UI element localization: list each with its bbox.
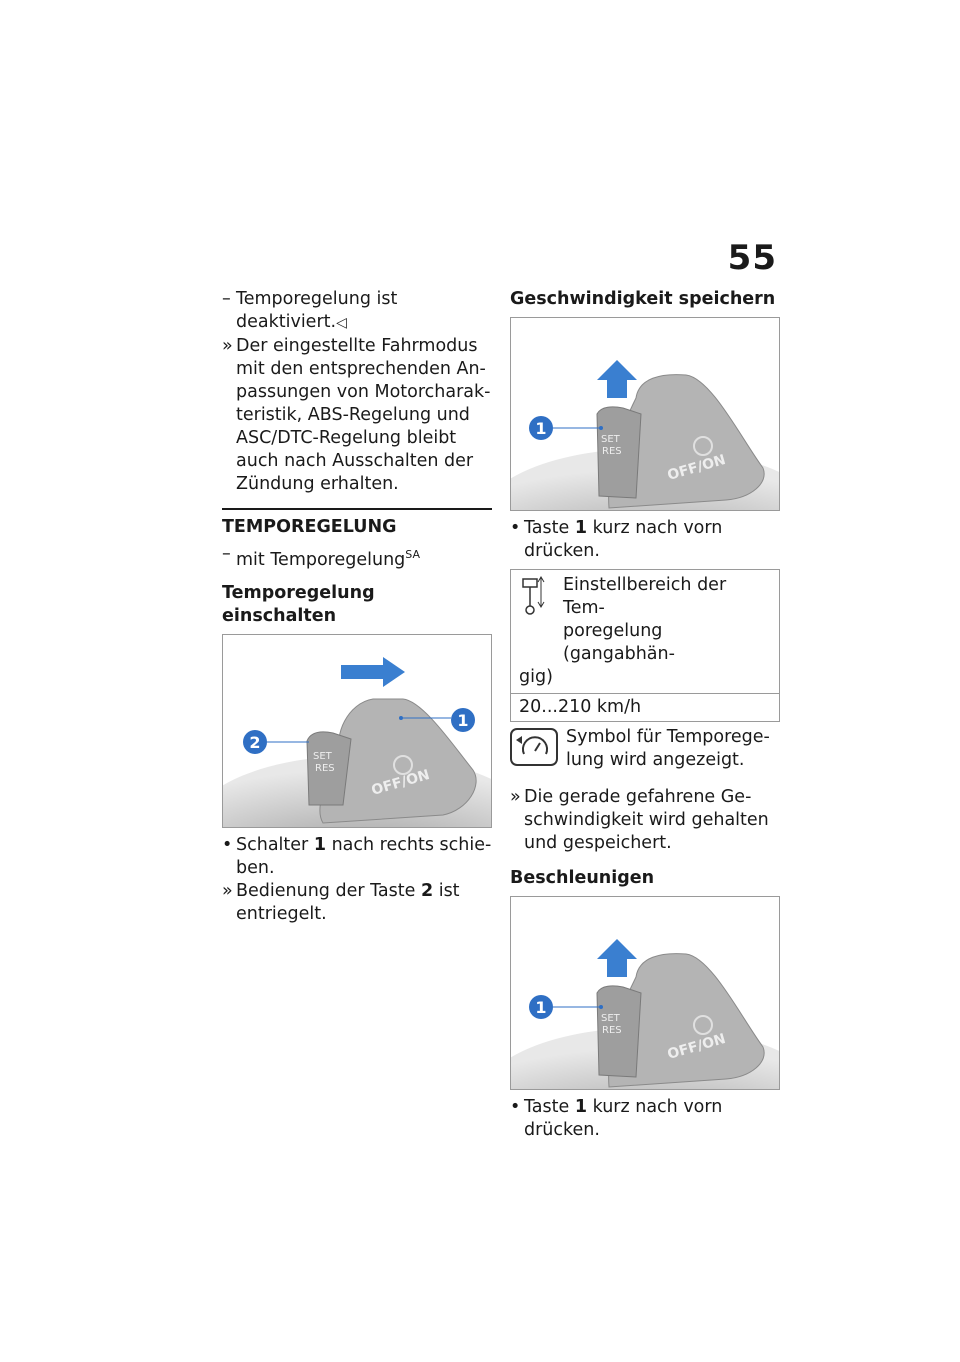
bullet-dot: •: [510, 518, 521, 538]
svg-text:1: 1: [535, 998, 547, 1017]
left-column: – Temporegelung ist deaktiviert.◁ » Der eingestellte Fahrmodus mit den entsprechenden An- passungen von Motorcharak- teristik, ABS-Regelung und ASC/DTC-Regelung bleibt auch nach Ausschalten der Zündung erhalten. TEMPOREGELUNG – mit Temporegelung$^{SA}$ Temporegelung einschalten 1 2 SET RES OFF/ON • Schalter 1 nach rechts schie- ben. » Bedienung der Taste 2 ist entriegelt.: [222, 288, 492, 926]
bullet-dot: •: [222, 834, 233, 855]
svg-text:1: 1: [457, 710, 469, 730]
svg-text:SET: SET: [601, 434, 620, 445]
switch-figure-accelerate: [510, 896, 780, 1090]
result-marker: »: [510, 787, 521, 807]
spec-value: 20...210 km/h: [519, 697, 642, 717]
svg-text:1: 1: [535, 419, 547, 438]
dash-marker: –: [222, 289, 231, 309]
result-line: » Die gerade gefahrene Ge-: [510, 787, 752, 807]
result-line: » Der eingestellte Fahrmodus: [222, 336, 478, 356]
switch-illustration: [223, 635, 491, 827]
switch-illustration: [511, 318, 779, 510]
condition-line-cont: deaktiviert.◁: [236, 312, 347, 332]
switch-figure-store: [510, 317, 780, 511]
condition-line: – Temporegelung ist: [222, 289, 398, 309]
svg-text:2: 2: [249, 732, 261, 752]
switch-figure-left: [222, 634, 492, 828]
section-title: TEMPOREGELUNG: [222, 508, 492, 539]
bullet-line: • Schalter 1 nach rechts schie-: [222, 834, 492, 855]
bullet-line: • Taste 1 kurz nach vorn: [510, 1097, 723, 1117]
heading-accelerate: Beschleunigen: [510, 868, 655, 888]
switch-illustration: [511, 897, 779, 1089]
heading-store-speed: Geschwindigkeit speichern: [510, 289, 776, 309]
spec-box: [510, 569, 780, 722]
dash-marker: –: [222, 544, 231, 564]
svg-text:RES: RES: [315, 762, 335, 774]
svg-text:SET: SET: [313, 750, 332, 762]
svg-text:RES: RES: [602, 446, 622, 457]
sub-heading: Temporegelung einschalten: [222, 582, 375, 626]
forward-arrow-icon: [597, 939, 637, 977]
result-marker: »: [222, 880, 233, 901]
cruise-control-icon: [510, 728, 558, 766]
result-line: » Bedienung der Taste 2 ist: [222, 880, 460, 901]
page-number: 55: [727, 238, 777, 278]
svg-text:OFF/ON: OFF/ON: [665, 1030, 728, 1063]
forward-arrow-icon: [597, 360, 637, 398]
svg-text:OFF/ON: OFF/ON: [369, 766, 432, 799]
svg-text:OFF/ON: OFF/ON: [665, 451, 728, 484]
result-marker: »: [222, 336, 233, 356]
measure-range-icon: [521, 576, 545, 618]
spec-label: Einstellbereich der Tem- poregelung (gangabhän- gig): [511, 570, 779, 694]
end-triangle-icon: ◁: [336, 315, 347, 331]
bullet-dot: •: [510, 1097, 521, 1117]
right-column: Geschwindigkeit speichern 1 SET RES OFF/ON • Taste 1 kurz nach vorn drücken. Einstellbereich der Tem- poregelung (gangabhän- gig) 20...210 km/h Symbol für Temporege- lung wird angezeigt. » Die gerade gefahrene Ge- schwindigkeit wird gehalten und gespeichert. Beschleunigen 1 SET RES OFF/ON • Taste 1 kurz nach vorn drücken.: [510, 288, 780, 1142]
svg-text:RES: RES: [602, 1025, 622, 1036]
right-arrow-icon: [341, 657, 405, 687]
svg-text:SET: SET: [601, 1013, 620, 1024]
symbol-note: Symbol für Temporege- lung wird angezeigt.: [510, 726, 780, 772]
bullet-line: • Taste 1 kurz nach vorn: [510, 518, 723, 538]
equipment-line: – mit Temporegelung$^{SA}$: [222, 544, 421, 570]
